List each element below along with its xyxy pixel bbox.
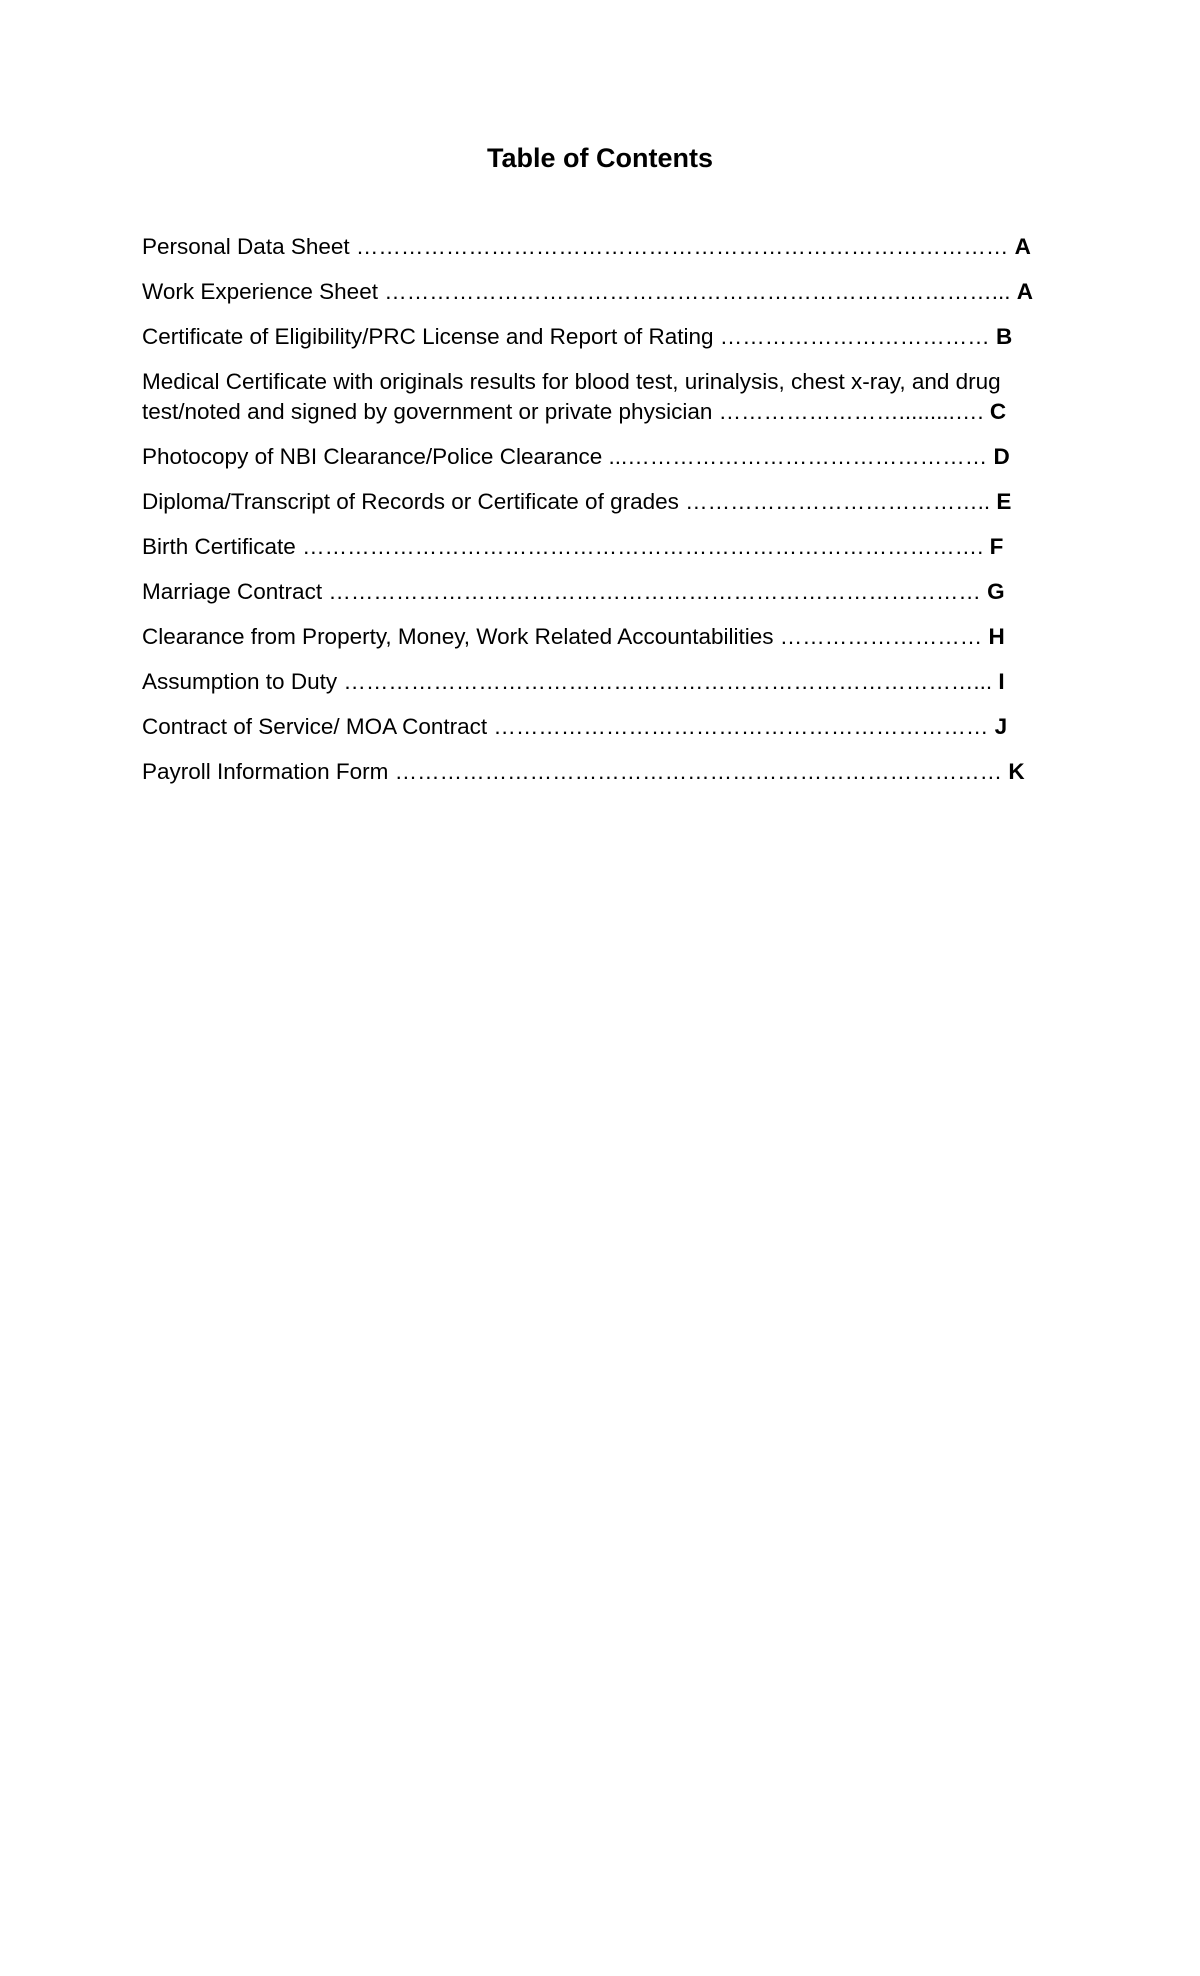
page-title: Table of Contents — [487, 143, 713, 173]
toc-entry-payroll-information-form — [142, 757, 1060, 787]
toc-entry-letter: D — [993, 444, 1010, 469]
toc-entry-text: Payroll Information Form — [142, 759, 389, 784]
toc-entry-text: Clearance from Property, Money, Work Related Accountabilities — [142, 624, 774, 649]
toc-dot-leader: ………………………………….. — [678, 489, 997, 514]
toc-entry-text: Certificate of Eligibility/PRC License and Report of Rating — [142, 324, 714, 349]
table-of-contents — [142, 232, 1060, 802]
toc-entry-letter: A — [1014, 234, 1031, 259]
toc-entry-text: Contract of Service/ MOA Contract — [142, 714, 488, 739]
toc-entry-personal-data-sheet — [142, 232, 1060, 262]
toc-entry-assumption-to-duty — [142, 667, 1060, 697]
toc-entry-clearance-accountabilities — [142, 622, 1060, 652]
toc-entry-text: Diploma/Transcript of Records or Certificate of grades — [142, 489, 679, 514]
toc-entry-letter: H — [988, 624, 1005, 649]
toc-dot-leader: ...………………………………………… — [602, 444, 994, 469]
toc-entry-text: Birth Certificate — [142, 534, 296, 559]
toc-dot-leader: ………………………………………………………… — [487, 714, 995, 739]
toc-dot-leader: …………………………………………………………………………… — [322, 579, 988, 604]
toc-entry-text-line-1: Medical Certificate with originals results for blood test, urinalysis, chest x-ray, and drug — [142, 369, 1001, 394]
toc-entry-nbi-clearance — [142, 442, 1060, 472]
toc-entry-text: Personal Data Sheet — [142, 234, 350, 259]
toc-dot-leader: ……………………… — [773, 624, 989, 649]
toc-entry-line-2 — [142, 397, 1060, 427]
toc-dot-leader: …………………………………………………………………………… — [349, 234, 1015, 259]
toc-entry-text: Assumption to Duty — [142, 669, 338, 694]
toc-dot-leader: …………………….........…. — [712, 399, 990, 424]
toc-entry-letter: J — [994, 714, 1008, 739]
toc-dot-leader: ……………………………………………………………………… — [388, 759, 1009, 784]
toc-dot-leader: …………………………………………………………………………... — [337, 669, 999, 694]
toc-entry-diploma-transcript — [142, 487, 1060, 517]
toc-entry-work-experience-sheet — [142, 277, 1060, 307]
toc-entry-letter: K — [1008, 759, 1025, 784]
toc-dot-leader: ………………………………………………………………………... — [377, 279, 1017, 304]
toc-entry-letter: A — [1016, 279, 1033, 304]
toc-dot-leader: ………………………………………………………………………………. — [295, 534, 990, 559]
toc-entry-text-line-2: test/noted and signed by government or private physician — [142, 399, 713, 424]
toc-entry-text: Work Experience Sheet — [142, 279, 378, 304]
toc-entry-medical-certificate — [142, 367, 1060, 427]
toc-entry-text: Photocopy of NBI Clearance/Police Clearance — [142, 444, 603, 469]
toc-entry-contract-of-service — [142, 712, 1060, 742]
toc-entry-letter: F — [989, 534, 1004, 559]
toc-entry-certificate-of-eligibility — [142, 322, 1060, 352]
toc-entry-marriage-contract — [142, 577, 1060, 607]
toc-entry-birth-certificate — [142, 532, 1060, 562]
toc-entry-letter: I — [998, 669, 1005, 694]
toc-entry-letter: G — [987, 579, 1005, 604]
toc-entry-letter: B — [996, 324, 1013, 349]
toc-entry-letter: E — [996, 489, 1012, 514]
toc-entry-text: Marriage Contract — [142, 579, 323, 604]
toc-entry-letter: C — [989, 399, 1007, 424]
toc-dot-leader: ……………………………… — [713, 324, 997, 349]
